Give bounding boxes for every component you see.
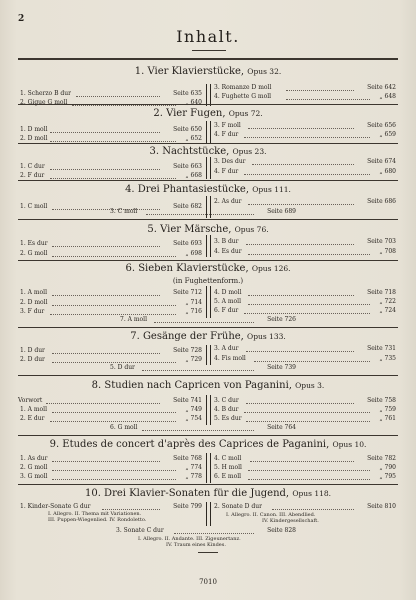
entry-label: 3. Romanze D moll: [214, 84, 272, 91]
entry-page: Seite 726: [267, 316, 296, 323]
entry-page: „ 724: [379, 307, 396, 314]
section-opus: Opus 111.: [252, 185, 291, 194]
toc-entry[interactable]: [20, 250, 202, 258]
entry-label: 2. As dur: [214, 198, 242, 205]
section-opus: Opus 10.: [332, 440, 367, 449]
section-opus: Opus 32.: [247, 67, 282, 76]
entry-page: Seite 741: [173, 397, 202, 404]
entry-page: Seite 768: [173, 455, 202, 462]
entry-page: Seite 689: [267, 208, 296, 215]
entry-page: „ 749: [185, 406, 202, 413]
toc-entry[interactable]: [20, 126, 202, 134]
section-name: 9. Etudes de concert d'après des Caprices de Paganini,: [49, 439, 330, 450]
toc-entry[interactable]: [214, 345, 396, 353]
toc-entry[interactable]: [214, 93, 396, 101]
column-divider: [206, 235, 211, 257]
entry-label: 1. A moll: [20, 289, 48, 296]
entry-label: 7. A moll: [120, 316, 148, 323]
section-rule: [18, 180, 398, 181]
toc-entry[interactable]: [20, 289, 202, 297]
entry-label: 1. Es dur: [20, 240, 48, 247]
entry-page: „ 761: [379, 415, 396, 422]
entry-page: Seite 764: [267, 424, 296, 431]
toc-entry[interactable]: [214, 503, 396, 511]
toc-entry[interactable]: [214, 473, 396, 481]
toc-entry[interactable]: [214, 84, 396, 92]
entry-label: 3. F moll: [214, 122, 241, 129]
entry-label: 2. Sonate D dur: [214, 503, 262, 510]
entry-label: 2. D dur: [20, 356, 45, 363]
entry-page: „ 754: [185, 415, 202, 422]
entry-page: Seite 663: [173, 163, 202, 170]
entry-label: 2. Gigue G moll: [20, 99, 68, 106]
entry-page: Seite 693: [173, 240, 202, 247]
entry-label: 5. A moll: [214, 298, 242, 305]
section-title: [0, 66, 416, 77]
toc-entry[interactable]: [20, 90, 202, 98]
entry-label: 2. D moll: [20, 135, 48, 142]
section-opus: Opus 72.: [228, 109, 263, 118]
toc-entry[interactable]: [214, 289, 396, 297]
section-name: 1. Vier Klavierstücke,: [134, 66, 245, 77]
toc-entry[interactable]: [214, 298, 396, 306]
section-name: 3. Nachtstücke,: [149, 146, 230, 157]
entry-label: 4. D moll: [214, 289, 242, 296]
section-rule: [18, 375, 398, 376]
entry-page: Seite 728: [173, 347, 202, 354]
toc-entry[interactable]: [20, 455, 202, 463]
plate-number: 7010: [199, 578, 217, 586]
toc-entry[interactable]: [214, 248, 396, 256]
section-opus: Opus 76.: [234, 225, 269, 234]
entry-label: 3. B dur: [214, 238, 239, 245]
entry-page: Seite 682: [173, 203, 202, 210]
entry-label: 4. C moll: [214, 455, 242, 462]
entry-page: „ 659: [379, 131, 396, 138]
entry-page: Seite 782: [367, 455, 396, 462]
section-name: 10. Drei Klavier-Sonaten für die Jugend,: [84, 488, 290, 499]
entry-label: 1. As dur: [20, 455, 48, 462]
entry-label: 1. Kinder-Sonate G dur: [20, 503, 91, 510]
top-rule: [18, 58, 398, 60]
toc-entry[interactable]: [110, 364, 296, 372]
entry-label: 3. F dur: [20, 308, 45, 315]
section-title: [0, 488, 416, 499]
section-title: [0, 224, 416, 235]
entry-page: Seite 718: [367, 289, 396, 296]
entry-label: 2. G moll: [20, 250, 48, 257]
toc-entry[interactable]: [214, 406, 396, 414]
section-name: 2. Vier Fugen,: [153, 108, 226, 119]
movement-list: III. Puppen-Wiegenlied. IV. Rondoletto.: [48, 517, 147, 523]
entry-page: Seite 650: [173, 126, 202, 133]
entry-page: „ 774: [185, 464, 202, 471]
entry-label: 2. F dur: [20, 172, 45, 179]
entry-label: 4. F dur: [214, 131, 239, 138]
toc-entry[interactable]: [116, 527, 296, 535]
toc-entry[interactable]: [214, 168, 396, 176]
toc-entry[interactable]: [214, 307, 396, 315]
entry-page: „ 698: [185, 250, 202, 257]
title-underline: [192, 50, 226, 51]
toc-entry[interactable]: [214, 464, 396, 472]
section-title: [0, 263, 416, 274]
section-opus: Opus 3.: [295, 381, 325, 390]
entry-label: 6. F dur: [214, 307, 239, 314]
entry-page: „ 640: [185, 99, 202, 106]
entry-page: „ 680: [379, 168, 396, 175]
entry-page: „ 652: [185, 135, 202, 142]
entry-page: Seite 703: [367, 238, 396, 245]
section-name: 8. Studien nach Capricen von Paganini,: [91, 380, 292, 391]
toc-entry[interactable]: [110, 424, 296, 432]
section-subtitle: (in Fughettenform.): [172, 277, 244, 285]
toc-entry[interactable]: [20, 135, 202, 143]
column-divider: [206, 453, 211, 483]
section-title: [0, 439, 416, 450]
entry-label: 2. D moll: [20, 299, 48, 306]
entry-page: „ 714: [185, 299, 202, 306]
section-name: 4. Drei Phantasiestücke,: [125, 184, 250, 195]
entry-label: 3. C moll: [110, 208, 138, 215]
entry-label: 1. D dur: [20, 347, 45, 354]
entry-label: 4. Fis moll: [214, 355, 246, 362]
toc-entry[interactable]: [110, 208, 296, 216]
entry-label: Vorwort: [18, 397, 43, 404]
toc-entry[interactable]: [20, 464, 202, 472]
entry-page: „ 708: [379, 248, 396, 255]
movement-list: I. Allegro. II. Thema mit Variationen.: [48, 511, 142, 517]
section-opus: Opus 133.: [247, 332, 286, 341]
toc-entry[interactable]: [214, 397, 396, 405]
entry-label: 1. A moll: [20, 406, 48, 413]
toc-entry[interactable]: [120, 316, 296, 324]
toc-entry[interactable]: [20, 240, 202, 248]
entry-label: 4. B dur: [214, 406, 239, 413]
entry-page: Seite 635: [173, 90, 202, 97]
entry-page: „ 668: [185, 172, 202, 179]
entry-label: 2. G moll: [20, 464, 48, 471]
entry-page: Seite 731: [367, 345, 396, 352]
page-number: 2: [18, 14, 25, 24]
entry-label: 4. Fughette G moll: [214, 93, 272, 100]
section-rule: [18, 327, 398, 328]
entry-label: 2. E dur: [20, 415, 45, 422]
entry-label: 1. Scherzo B dur: [20, 90, 71, 97]
entry-label: 1. C moll: [20, 203, 48, 210]
entry-label: 6. E moll: [214, 473, 242, 480]
toc-entry[interactable]: [20, 415, 202, 423]
toc-entry[interactable]: [20, 406, 202, 414]
movement-list: IV. Kindergesellschaft.: [262, 518, 319, 524]
toc-entry[interactable]: [214, 238, 396, 246]
section-rule: [18, 104, 398, 105]
section-name: 6. Sieben Klavierstücke,: [125, 263, 249, 274]
entry-page: „ 716: [185, 308, 202, 315]
toc-entry[interactable]: [214, 158, 396, 166]
entry-page: Seite 739: [267, 364, 296, 371]
entry-page: Seite 799: [173, 503, 202, 510]
section-title: [0, 380, 416, 391]
entry-page: „ 795: [379, 473, 396, 480]
section-rule: [18, 219, 398, 220]
entry-label: 4. F dur: [214, 168, 239, 175]
toc-entry[interactable]: [214, 415, 396, 423]
entry-page: „ 778: [185, 473, 202, 480]
toc-entry[interactable]: [214, 355, 396, 363]
section-title: [0, 184, 416, 195]
movement-list: IV. Traum eines Kindes.: [166, 542, 226, 548]
entry-label: 4. Es dur: [214, 248, 242, 255]
entry-page: Seite 828: [267, 527, 296, 534]
section-rule: [18, 143, 398, 144]
section-name: 7. Gesänge der Frühe,: [130, 331, 244, 342]
entry-page: Seite 712: [173, 289, 202, 296]
entry-page: „ 735: [379, 355, 396, 362]
entry-page: Seite 656: [367, 122, 396, 129]
entry-label: 5. H moll: [214, 464, 242, 471]
entry-page: „ 759: [379, 406, 396, 413]
page-title: Inhalt.: [176, 27, 240, 46]
section-rule: [18, 435, 398, 436]
toc-entry[interactable]: [214, 122, 396, 130]
column-divider: [206, 395, 211, 425]
entry-label: 3. G moll: [20, 473, 48, 480]
entry-label: 1. C dur: [20, 163, 45, 170]
toc-entry[interactable]: [20, 356, 202, 364]
section-opus: Opus 126.: [251, 264, 291, 273]
toc-entry[interactable]: [20, 308, 202, 316]
toc-entry[interactable]: [18, 397, 202, 405]
section-opus: Opus 118.: [292, 489, 332, 498]
section-opus: Opus 23.: [232, 147, 267, 156]
toc-entry[interactable]: [20, 473, 202, 481]
entry-page: Seite 758: [367, 397, 396, 404]
entry-page: „ 722: [379, 298, 396, 305]
toc-entry[interactable]: [20, 347, 202, 355]
entry-label: 1. D moll: [20, 126, 48, 133]
section-title: [0, 331, 416, 342]
entry-label: 6. G moll: [110, 424, 138, 431]
entry-label: 3. C dur: [214, 397, 239, 404]
toc-entry[interactable]: [20, 99, 202, 107]
entry-page: Seite 810: [367, 503, 396, 510]
section-title: [0, 146, 416, 157]
entry-page: Seite 642: [367, 84, 396, 91]
entry-page: „ 729: [185, 356, 202, 363]
toc-entry[interactable]: [20, 503, 202, 511]
movement-list: I. Allegro. II. Canon. III. Abendlied.: [226, 512, 316, 518]
toc-entry[interactable]: [214, 131, 396, 139]
section-rule: [18, 484, 398, 485]
column-divider: [206, 286, 211, 318]
movement-list: I. Allegro. II. Andante. III. Zigeunertanz.: [138, 536, 241, 542]
section-rule: [18, 260, 398, 261]
entry-label: 3. Sonate C dur: [116, 527, 164, 534]
toc-entry[interactable]: [214, 455, 396, 463]
toc-entry[interactable]: [20, 163, 202, 171]
column-divider: [206, 157, 211, 179]
entry-label: 5. D dur: [110, 364, 135, 371]
entry-page: Seite 674: [367, 158, 396, 165]
toc-entry[interactable]: [20, 299, 202, 307]
toc-entry[interactable]: [20, 172, 202, 180]
column-divider: [206, 502, 211, 526]
entry-label: 3. A dur: [214, 345, 239, 352]
closing-rule: [198, 552, 218, 553]
section-title: [0, 108, 416, 119]
entry-label: 5. Es dur: [214, 415, 242, 422]
entry-page: „ 648: [379, 93, 396, 100]
entry-page: Seite 686: [367, 198, 396, 205]
entry-page: „ 790: [379, 464, 396, 471]
column-divider: [206, 84, 211, 106]
entry-label: 3. Des dur: [214, 158, 246, 165]
column-divider: [206, 121, 211, 143]
section-name: 5. Vier Märsche,: [147, 224, 232, 235]
column-divider: [206, 345, 211, 365]
toc-entry[interactable]: [214, 198, 396, 206]
